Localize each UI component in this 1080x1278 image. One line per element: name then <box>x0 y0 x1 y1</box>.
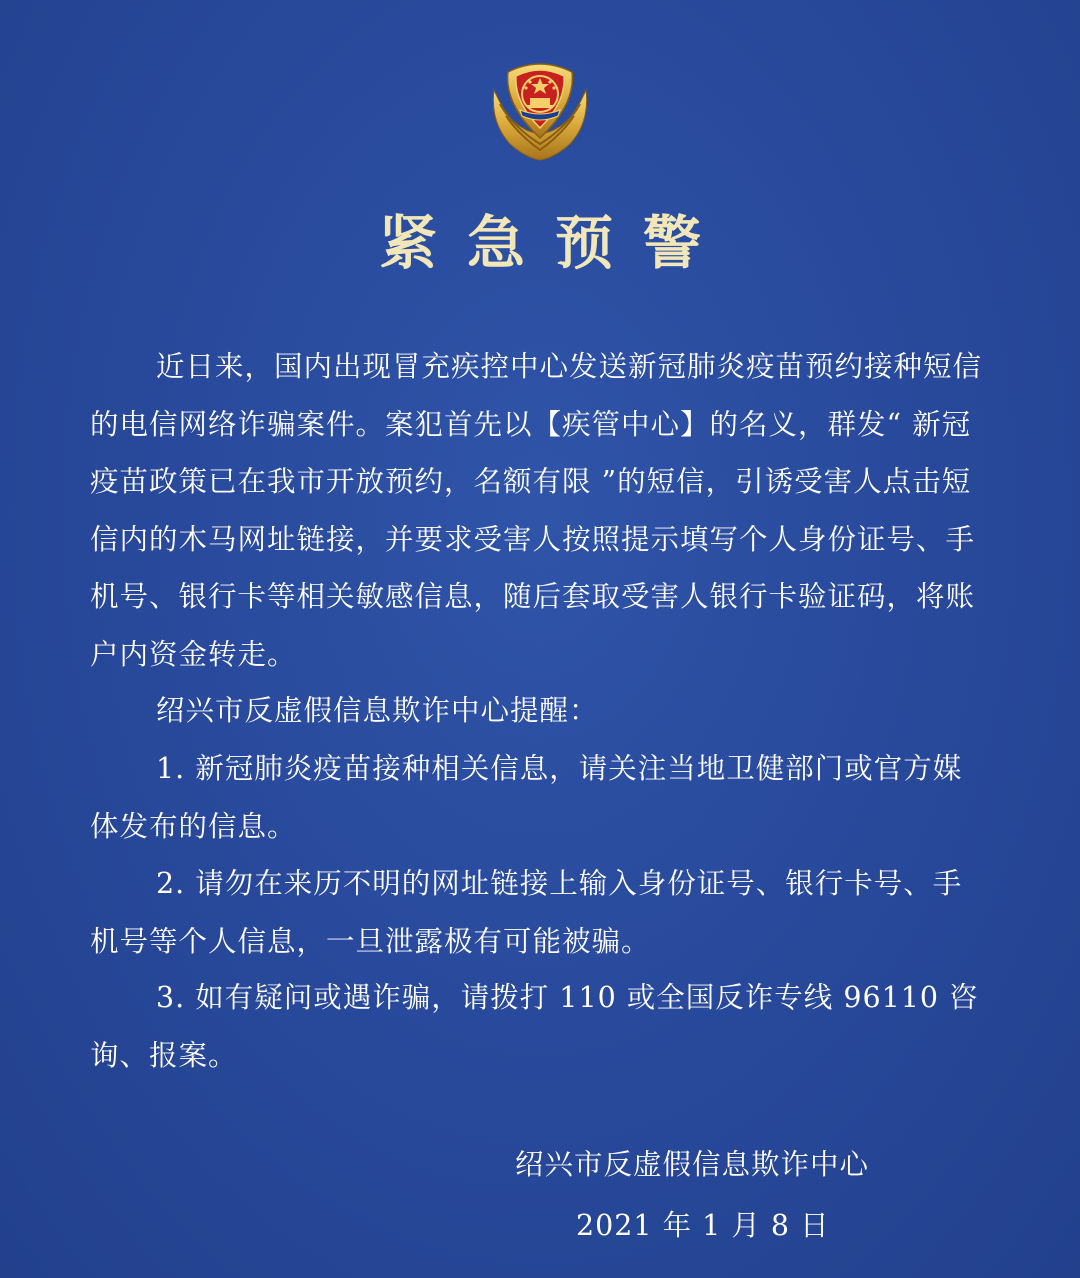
reminder-heading <box>90 682 990 740</box>
intro-paragraph <box>90 338 990 683</box>
list-item-text: 3. 如有疑问或遇诈骗，请拨打 110 或全国反诈专线 96110 咨询、报案。 <box>90 981 979 1072</box>
list-item <box>90 740 990 855</box>
list-item <box>90 855 990 970</box>
issue-date: 2021 年 1 月 8 日 <box>576 1209 830 1242</box>
reminder-heading-text: 绍兴市反虚假信息欺诈中心提醒： <box>156 694 599 727</box>
list-item-text: 2. 请勿在来历不明的网址链接上输入身份证号、银行卡号、手机号等个人信息，一旦泄露极有可能被骗。 <box>90 867 963 958</box>
list-item-text: 1. 新冠肺炎疫苗接种相关信息，请关注当地卫健部门或官方媒体发布的信息。 <box>90 752 963 843</box>
intro-text: 近日来，国内出现冒充疾控中心发送新冠肺炎疫苗预约接种短信的电信网络诈骗案件。案犯首先以【疾管中心】的名义，群发“ 新冠疫苗政策已在我市开放预约，名额有限 ”的短信，引诱受害人点击短信内的木马网址链接，并要求受害人按照提示填写个人身份证号、手机号、银行卡等相关敏感信息，随后套取受害人银行卡验证码，将账户内资金转走。 <box>90 350 983 671</box>
police-emblem-icon <box>486 52 594 164</box>
list-item <box>90 969 990 1084</box>
signature: 绍兴市反虚假信息欺诈中心 <box>515 1148 870 1181</box>
notice-headline: 紧急预警 <box>378 209 731 277</box>
